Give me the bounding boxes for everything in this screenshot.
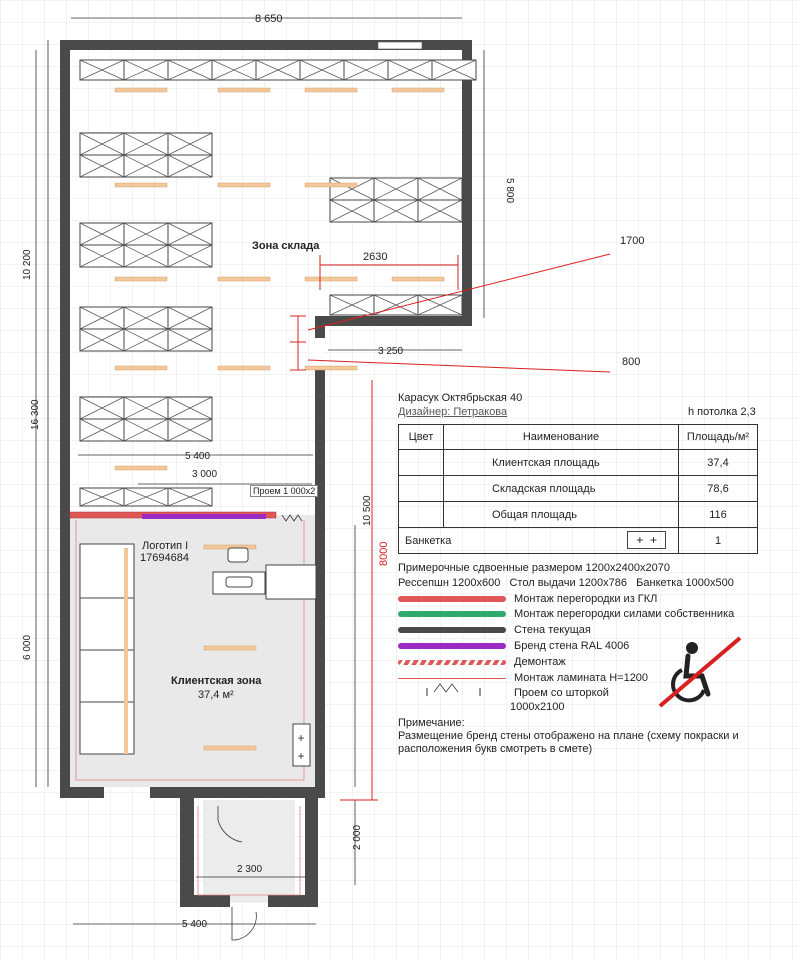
light-fixture <box>218 277 270 281</box>
light-fixture <box>392 88 444 92</box>
rack <box>80 419 124 441</box>
legend-item <box>510 700 564 714</box>
header-area: Площадь/м² <box>679 425 758 450</box>
light-fixture <box>218 183 270 187</box>
rack <box>374 178 418 200</box>
rack <box>168 155 212 177</box>
rack <box>330 200 374 222</box>
dim-left-lower: 6 000 <box>22 634 33 660</box>
logo-label: Логотип I <box>142 540 189 552</box>
light-fixture <box>115 366 167 370</box>
table-row <box>399 450 758 476</box>
dim-5400-bottom: 5 400 <box>182 919 208 930</box>
designer: Дизайнер: Петракова <box>398 406 508 418</box>
legend-swatch <box>398 611 506 617</box>
table-row <box>399 502 758 528</box>
rack <box>330 295 374 315</box>
dim-top-width: 8 650 <box>255 13 283 25</box>
dim-2630: 2630 <box>363 251 388 263</box>
rack <box>168 245 212 267</box>
rack <box>418 178 462 200</box>
legend-label: Проем со шторкой <box>514 687 609 699</box>
legend-label: Бренд стена RAL 4006 <box>514 640 630 652</box>
light-fixture <box>115 466 167 470</box>
rack <box>124 155 168 177</box>
dim-3000: 3 000 <box>192 469 218 480</box>
rack <box>124 223 168 245</box>
rack <box>168 133 212 155</box>
legend-swatch <box>398 627 506 633</box>
row-name: Банкетка <box>405 534 452 547</box>
rack <box>124 307 168 329</box>
row-name: Клиентская площадь <box>444 450 679 476</box>
row-value: 1 <box>679 528 758 554</box>
dim-left-total: 16 300 <box>30 399 41 430</box>
row-value: 116 <box>679 502 758 528</box>
rack <box>124 397 168 419</box>
legend-label: Монтаж перегородки силами собственника <box>514 608 735 620</box>
storage-zone-label: Зона склада <box>252 240 320 252</box>
rack <box>124 245 168 267</box>
rack <box>374 200 418 222</box>
address: Карасук Октябрьская 40 <box>398 392 523 404</box>
rack <box>80 329 124 351</box>
rack <box>168 488 212 506</box>
row-name: Общая площадь <box>444 502 679 528</box>
dim-3250: 3 250 <box>378 346 404 357</box>
legend-item <box>398 592 657 606</box>
legend-swatch <box>398 660 506 665</box>
client-zone-area-label: 37,4 м² <box>198 689 234 701</box>
rack <box>124 419 168 441</box>
dim-800: 800 <box>622 356 641 368</box>
light-fixture <box>305 88 357 92</box>
light-fixture <box>115 88 167 92</box>
legend-item <box>398 686 609 700</box>
rack <box>124 329 168 351</box>
dim-2300: 2 300 <box>237 864 263 875</box>
legend-item <box>398 655 566 669</box>
area-table <box>398 424 758 554</box>
light-fixture <box>305 183 357 187</box>
legend-label: Демонтаж <box>514 656 566 668</box>
opening-label: Проем 1 000х2 <box>250 485 318 497</box>
light-fixture <box>115 277 167 281</box>
light-fixture <box>204 646 256 650</box>
legend-swatch <box>398 643 506 649</box>
header-name: Наименование <box>444 425 679 450</box>
dim-1700: 1700 <box>620 235 645 247</box>
light-fixture <box>305 366 357 370</box>
row-value: 37,4 <box>679 450 758 476</box>
logo-id: 17694684 <box>140 552 189 564</box>
remark-line1: Размещение бренд стены отображено на плане (схему покраски и <box>398 730 739 742</box>
rack <box>418 295 462 315</box>
racks-note: Примерочные сдвоенные размером 1200х2400х2070 <box>398 562 670 574</box>
table-row <box>399 476 758 502</box>
light-fixture <box>305 277 357 281</box>
remark-title: Примечание: <box>398 717 465 729</box>
rack <box>212 60 256 80</box>
legend-item <box>398 623 591 637</box>
legend-item <box>398 671 648 685</box>
rack <box>344 60 388 80</box>
legend-swatch <box>398 690 506 696</box>
dim-10500: 10 500 <box>362 495 373 526</box>
legend-swatch <box>398 596 506 602</box>
svg-text:+: + <box>297 731 305 745</box>
light-fixture <box>115 183 167 187</box>
rack <box>80 155 124 177</box>
fitting-rooms <box>80 544 134 754</box>
legend-item <box>398 607 734 621</box>
rack <box>80 245 124 267</box>
row-name: Складская площадь <box>444 476 679 502</box>
table-row: Банкетка + + 1 <box>399 528 758 554</box>
legend-swatch <box>398 678 506 679</box>
dim-8000: 8000 <box>378 541 390 566</box>
rack <box>168 329 212 351</box>
rack <box>388 60 432 80</box>
rack <box>80 223 124 245</box>
rack <box>124 60 168 80</box>
rack <box>256 60 300 80</box>
rack <box>80 307 124 329</box>
rack <box>330 178 374 200</box>
legend-item <box>398 639 629 653</box>
remark-line2: расположения букв смотреть в смете) <box>398 743 593 755</box>
rack <box>168 397 212 419</box>
rack <box>168 307 212 329</box>
rack <box>432 60 476 80</box>
light-fixture <box>204 746 256 750</box>
legend-label: Стена текущая <box>514 624 591 636</box>
ceiling-height: h потолка 2,3 <box>688 406 756 418</box>
svg-text:+: + <box>297 749 305 763</box>
row-value: 78,6 <box>679 476 758 502</box>
light-fixture <box>392 277 444 281</box>
rack <box>168 60 212 80</box>
rack <box>168 223 212 245</box>
rack <box>124 133 168 155</box>
light-fixture <box>218 88 270 92</box>
brand-wall <box>142 514 266 519</box>
rack <box>80 60 124 80</box>
dim-right-upper: 5 800 <box>504 178 515 204</box>
rack <box>418 200 462 222</box>
light-fixture <box>218 366 270 370</box>
client-zone-label: Клиентская зона <box>171 675 262 687</box>
rack <box>300 60 344 80</box>
rack <box>168 419 212 441</box>
dim-2000: 2 000 <box>352 824 363 850</box>
legend-label: 1000х2100 <box>510 701 565 713</box>
dim-5400-inner: 5 400 <box>185 451 211 462</box>
rack <box>80 133 124 155</box>
header-color: Цвет <box>399 425 444 450</box>
dim-left-upper: 10 200 <box>22 249 33 280</box>
rack <box>80 488 124 506</box>
furniture-note: Рессепшн 1200х600 Стол выдачи 1200х786 Банкетка 1000х500 <box>398 577 734 589</box>
legend-label: Монтаж ламината Н=1200 <box>514 672 649 684</box>
legend-label: Монтаж перегородки из ГКЛ <box>514 593 658 605</box>
rack <box>80 397 124 419</box>
rack <box>124 488 168 506</box>
